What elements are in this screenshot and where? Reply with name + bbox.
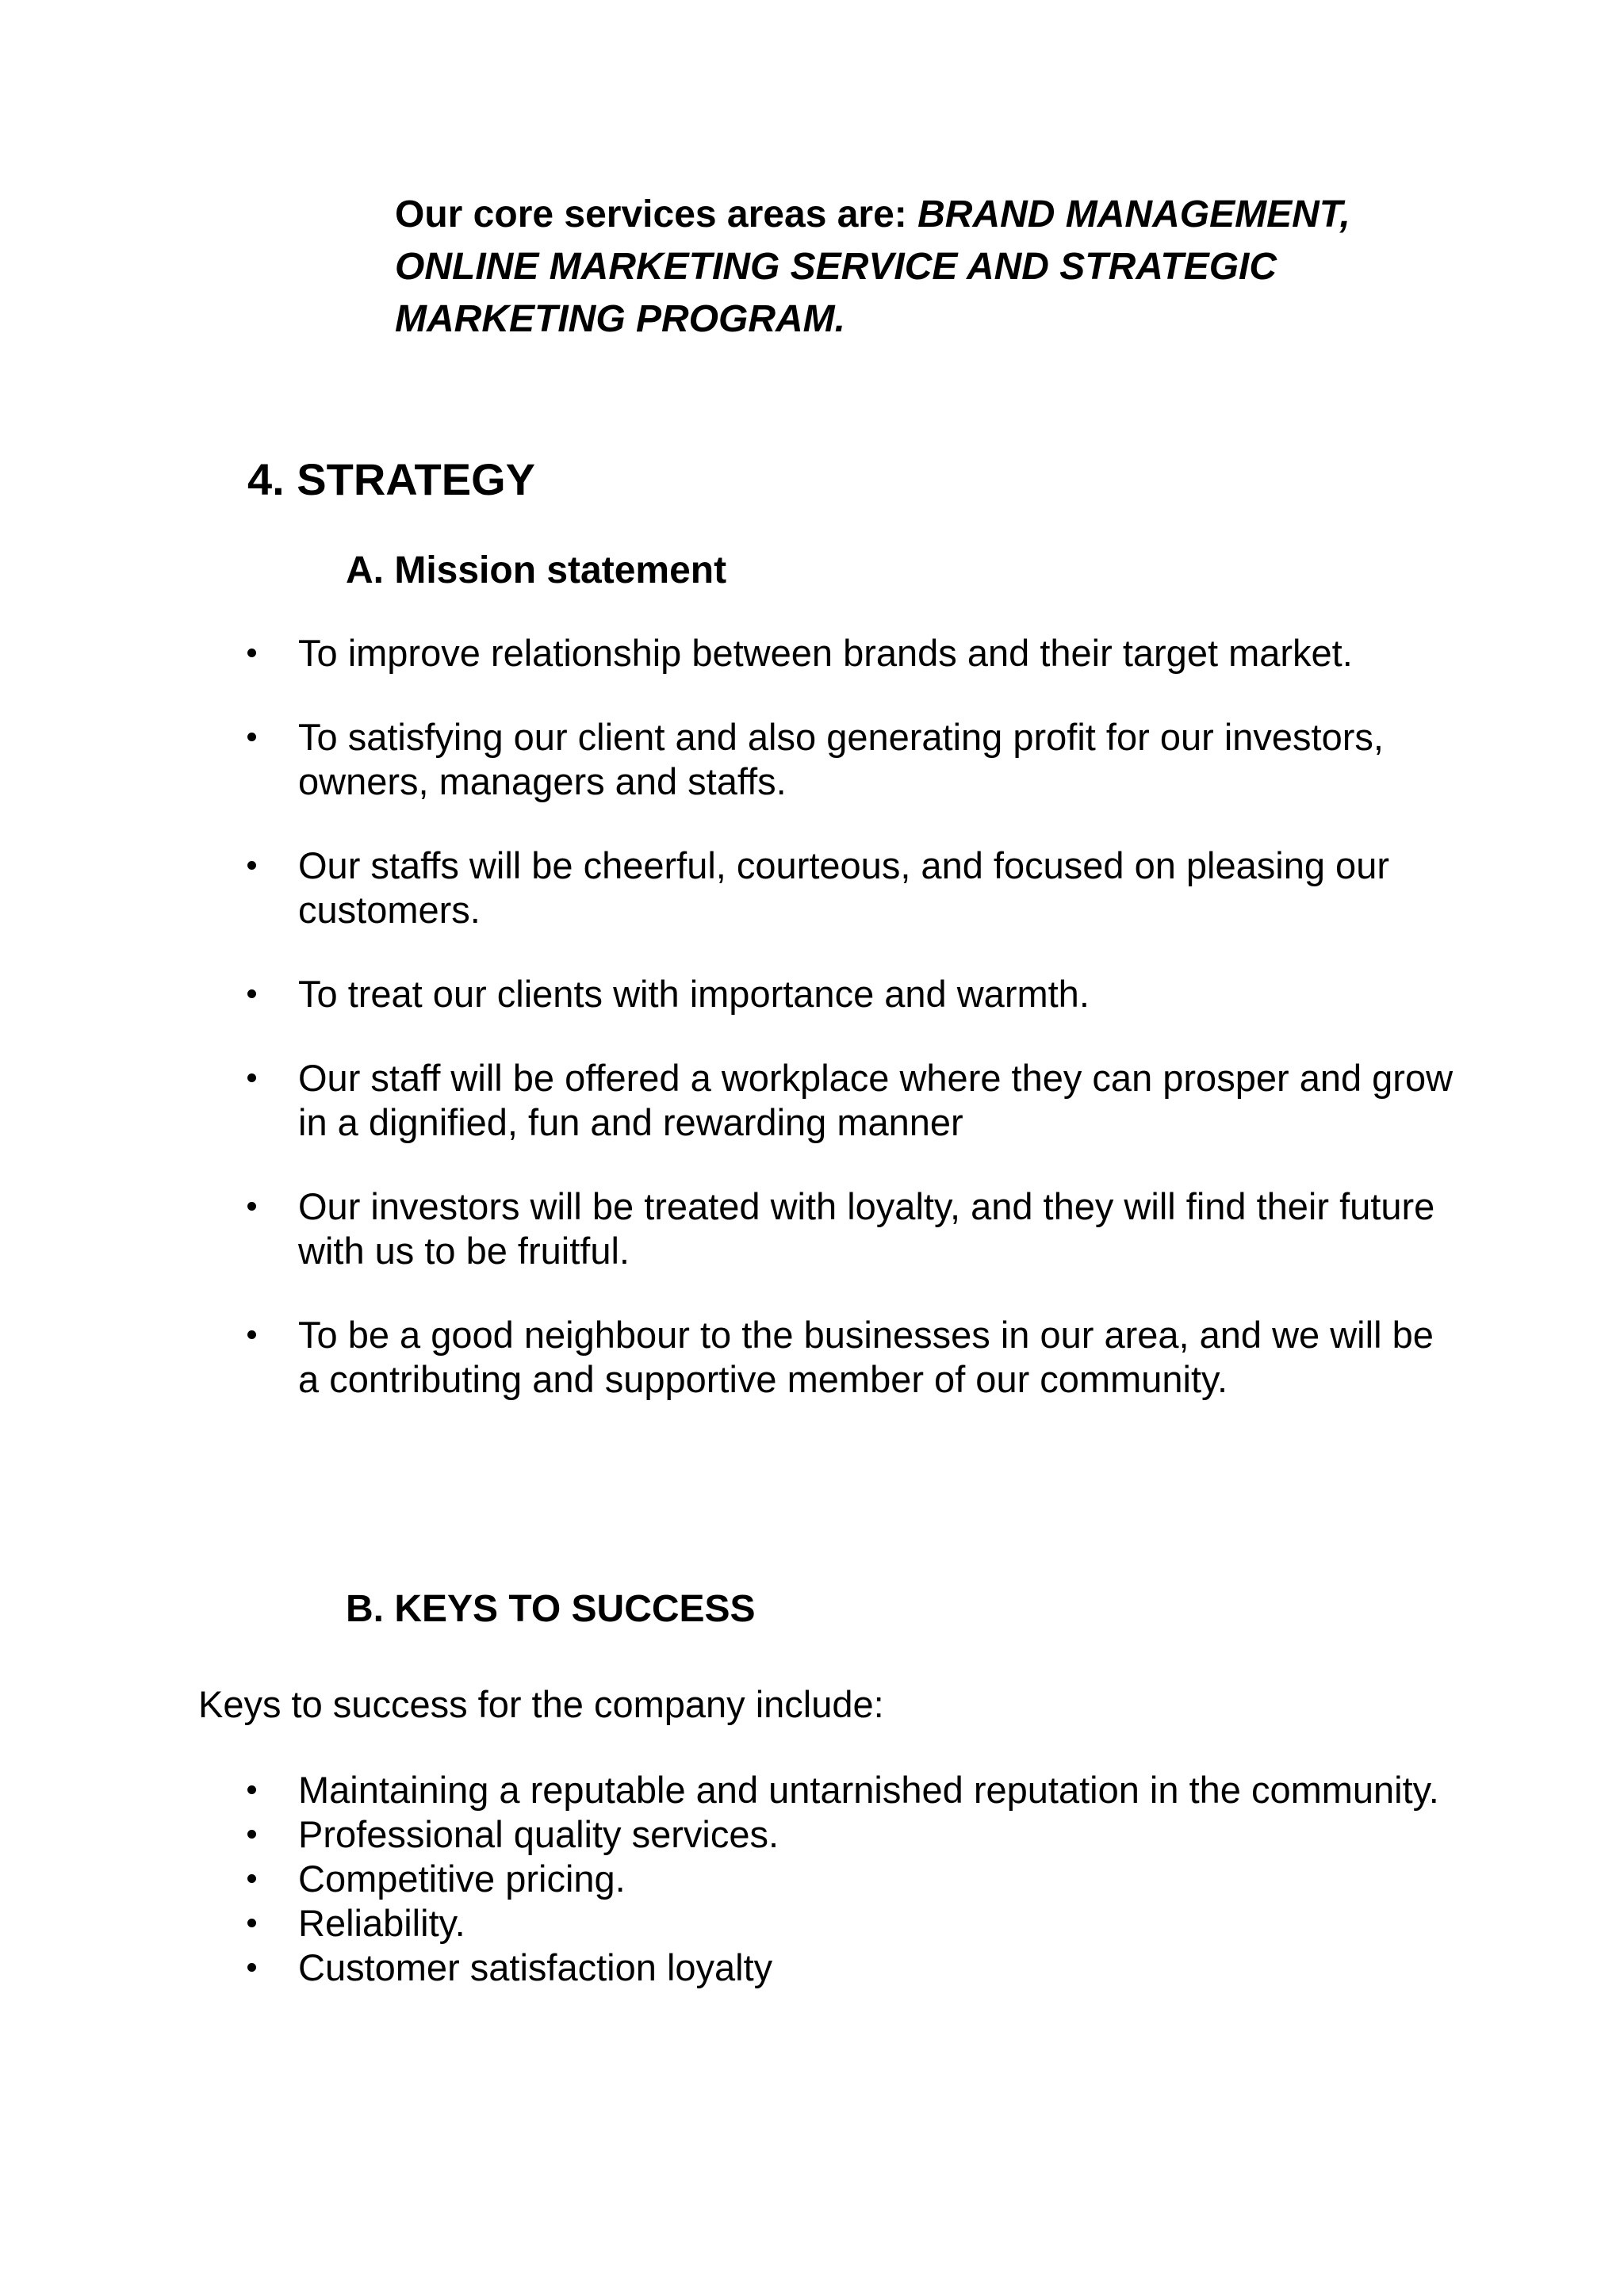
list-item [238,1056,1459,1145]
core-services-paragraph [395,189,1426,346]
list-item [238,1768,1459,1812]
list-item-text: Our staff will be offered a workplace where they can prosper and grow in a dignified, fun and rewarding manner [298,1057,1454,1143]
list-item-text: To treat our clients with importance and warmth. [298,973,1090,1015]
bullet-icon [247,861,256,870]
list-item-text: Professional quality services. [298,1813,779,1855]
bullet-icon [247,1785,256,1794]
bullet-icon [247,1073,256,1082]
bullet-icon [247,1202,256,1211]
core-services-value: BRAND MANAGEMENT, ONLINE MARKETING SERVICE AND STRATEGIC MARKETING PROGRAM. [395,193,1350,340]
keys-to-success-heading: B. KEYS TO SUCCESS [346,1588,756,1630]
list-item-text: Our staffs will be cheerful, courteous, and focused on pleasing our customers. [298,844,1389,931]
list-item [238,1313,1459,1402]
list-item [238,1901,1459,1946]
list-item [238,1857,1459,1901]
bullet-icon [247,733,256,741]
list-item-text: Reliability. [298,1902,465,1944]
keys-to-success-intro: Keys to success for the company include: [198,1683,884,1725]
list-item-text: Competitive pricing. [298,1858,626,1900]
section-title-strategy: 4. STRATEGY [247,454,536,504]
list-item-text: Maintaining a reputable and untarnished reputation in the community. [298,1769,1439,1811]
mission-statement-list [238,631,1459,1441]
list-item-text: Customer satisfaction loyalty [298,1946,773,1988]
list-item [238,972,1459,1016]
bullet-icon [247,989,256,998]
list-item [238,1184,1459,1273]
list-item-text: To improve relationship between brands and their target market. [298,632,1353,674]
bullet-icon [247,1963,256,1972]
mission-statement-heading: A. Mission statement [346,549,727,591]
list-item-text: To satisfying our client and also generating profit for our investors, owners, managers and staffs. [298,716,1384,802]
bullet-icon [247,649,256,657]
list-item [238,1946,1459,1990]
core-services-label: Our core services areas are [395,193,894,235]
list-item [238,715,1459,804]
list-item [238,1812,1459,1857]
bullet-icon [247,1330,256,1339]
keys-to-success-list [238,1768,1459,1990]
bullet-icon [247,1874,256,1883]
bullet-icon [247,1830,256,1839]
list-item-text: Our investors will be treated with loyalty, and they will find their future with us to be fruitful. [298,1185,1435,1272]
list-item [238,844,1459,932]
list-item [238,631,1459,675]
list-item-text: To be a good neighbour to the businesses in our area, and we will be a contributing and supportive member of our community. [298,1314,1434,1400]
bullet-icon [247,1919,256,1927]
core-services-separator: : [894,193,918,235]
